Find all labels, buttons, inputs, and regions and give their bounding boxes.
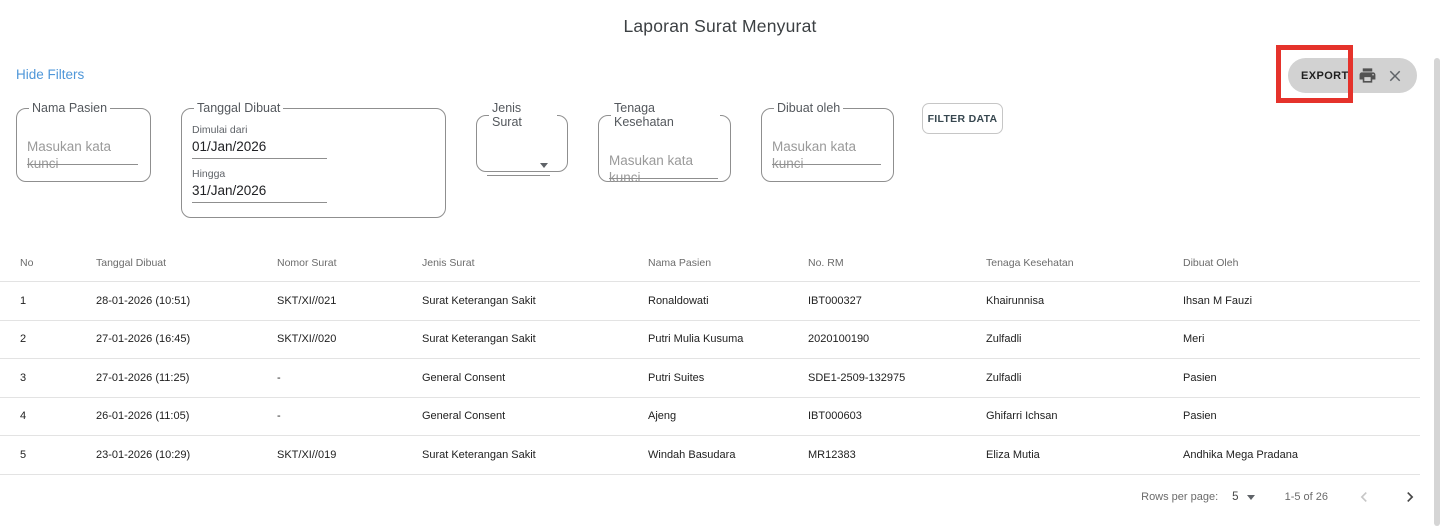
table-cell: Surat Keterangan Sakit bbox=[422, 294, 536, 307]
chevron-down-icon bbox=[540, 163, 548, 168]
filter-tenaga-kesehatan bbox=[598, 101, 731, 185]
table-cell: IBT000603 bbox=[808, 410, 862, 423]
column-header: No. RM bbox=[808, 257, 844, 269]
table-cell: Zulfadli bbox=[986, 333, 1022, 346]
chevron-down-icon bbox=[1247, 495, 1255, 500]
table-row[interactable] bbox=[0, 398, 1420, 437]
table-cell: SKT/XI//020 bbox=[277, 333, 337, 346]
date-to-label: Hingga bbox=[192, 168, 226, 180]
table-cell: 23-01-2026 (10:29) bbox=[96, 448, 191, 461]
column-header: Jenis Surat bbox=[422, 257, 475, 269]
print-icon bbox=[1358, 66, 1377, 85]
table-cell: - bbox=[277, 410, 281, 423]
table-row[interactable] bbox=[0, 436, 1420, 475]
print-button[interactable] bbox=[1358, 66, 1377, 85]
table-cell: Andhika Mega Pradana bbox=[1183, 448, 1298, 461]
chevron-left-icon bbox=[1354, 487, 1374, 507]
dibuat-oleh-input[interactable] bbox=[772, 139, 883, 172]
table-cell: 1 bbox=[20, 294, 27, 307]
table-cell: Ajeng bbox=[648, 410, 677, 423]
column-header: Nama Pasien bbox=[648, 257, 712, 269]
rows-per-page-label: Rows per page: bbox=[1141, 491, 1219, 503]
table-cell: Ihsan M Fauzi bbox=[1183, 294, 1253, 307]
pagination bbox=[1141, 478, 1420, 516]
table-cell: - bbox=[277, 371, 281, 384]
page-title: Laporan Surat Menyurat bbox=[623, 16, 817, 36]
export-button[interactable]: EXPORT bbox=[1301, 69, 1349, 82]
table-cell: General Consent bbox=[422, 371, 506, 384]
filter-tanggal-dibuat-label: Tanggal Dibuat bbox=[197, 101, 281, 115]
date-from-label: Dimulai dari bbox=[192, 124, 248, 136]
tenaga-kesehatan-placeholder: Masukan kata kunci bbox=[609, 153, 694, 185]
table-cell: Eliza Mutia bbox=[986, 448, 1040, 461]
tenaga-kesehatan-input[interactable] bbox=[609, 153, 720, 186]
column-header: Nomor Surat bbox=[277, 257, 337, 269]
date-to-value[interactable]: 31/Jan/2026 bbox=[192, 183, 327, 203]
table-cell: Windah Basudara bbox=[648, 448, 736, 461]
nama-pasien-input[interactable] bbox=[27, 139, 140, 172]
filter-dibuat-oleh-label: Dibuat oleh bbox=[777, 101, 841, 115]
table-cell: 4 bbox=[20, 410, 27, 423]
rows-per-page-value: 5 bbox=[1232, 491, 1239, 503]
table-cell: SKT/XI//021 bbox=[277, 294, 337, 307]
table-cell: Meri bbox=[1183, 333, 1205, 346]
table-row[interactable] bbox=[0, 282, 1420, 321]
table-cell: General Consent bbox=[422, 410, 506, 423]
table-cell: SKT/XI//019 bbox=[277, 448, 337, 461]
table-cell: MR12383 bbox=[808, 448, 856, 461]
date-from-field[interactable] bbox=[192, 124, 435, 159]
input-underline bbox=[609, 178, 718, 179]
table-cell: IBT000327 bbox=[808, 294, 862, 307]
table-cell: 3 bbox=[20, 371, 27, 384]
date-to-field[interactable] bbox=[192, 168, 435, 203]
table-cell: 2 bbox=[20, 333, 27, 346]
table-body bbox=[0, 282, 1420, 475]
next-page-button[interactable] bbox=[1400, 487, 1420, 507]
hide-filters-link[interactable]: Hide Filters bbox=[16, 67, 85, 82]
table-header-row bbox=[0, 245, 1420, 282]
table-cell: 2020100190 bbox=[808, 333, 870, 346]
close-icon bbox=[1386, 67, 1404, 85]
filter-tenaga-kesehatan-label: Tenaga Kesehatan bbox=[614, 101, 674, 129]
column-header: Tenaga Kesehatan bbox=[986, 257, 1074, 269]
table-cell: Ronaldowati bbox=[648, 294, 709, 307]
table-cell: Pasien bbox=[1183, 410, 1217, 423]
column-header: Dibuat Oleh bbox=[1183, 257, 1239, 269]
table-cell: Pasien bbox=[1183, 371, 1217, 384]
table-cell: Putri Suites bbox=[648, 371, 705, 384]
filter-nama-pasien-label: Nama Pasien bbox=[32, 101, 108, 115]
table-row[interactable] bbox=[0, 359, 1420, 398]
filter-jenis-surat bbox=[476, 101, 568, 172]
table-cell: SDE1-2509-132975 bbox=[808, 371, 906, 384]
jenis-surat-select[interactable] bbox=[487, 157, 550, 176]
filter-nama-pasien bbox=[16, 101, 151, 182]
chevron-right-icon bbox=[1400, 487, 1420, 507]
toolbar bbox=[1288, 58, 1417, 93]
table-cell: 27-01-2026 (11:25) bbox=[96, 371, 190, 384]
table-cell: Khairunnisa bbox=[986, 294, 1045, 307]
table-cell: 5 bbox=[20, 448, 27, 461]
table-cell: 26-01-2026 (11:05) bbox=[96, 410, 190, 423]
filter-tanggal-dibuat bbox=[181, 101, 446, 218]
table-cell: 28-01-2026 (10:51) bbox=[96, 294, 191, 307]
input-underline bbox=[27, 164, 138, 165]
filter-jenis-surat-label: Jenis Surat bbox=[492, 101, 522, 129]
report-table bbox=[0, 245, 1420, 475]
table-cell: Putri Mulia Kusuma bbox=[648, 333, 744, 346]
table-row[interactable] bbox=[0, 321, 1420, 360]
table-cell: Surat Keterangan Sakit bbox=[422, 333, 536, 346]
table-cell: Surat Keterangan Sakit bbox=[422, 448, 536, 461]
scrollbar[interactable] bbox=[1434, 58, 1440, 526]
table-cell: Ghifarri Ichsan bbox=[986, 410, 1058, 423]
table-cell: 27-01-2026 (16:45) bbox=[96, 333, 191, 346]
column-header: No bbox=[20, 257, 34, 269]
date-from-value[interactable]: 01/Jan/2026 bbox=[192, 139, 327, 159]
filter-data-button[interactable]: FILTER DATA bbox=[922, 103, 1003, 134]
close-button[interactable] bbox=[1386, 67, 1404, 85]
previous-page-button[interactable] bbox=[1354, 487, 1374, 507]
input-underline bbox=[772, 164, 881, 165]
table-cell: Zulfadli bbox=[986, 371, 1022, 384]
dibuat-oleh-placeholder: Masukan kata kunci bbox=[772, 139, 857, 171]
filter-dibuat-oleh bbox=[761, 101, 894, 182]
nama-pasien-placeholder: Masukan kata kunci bbox=[27, 139, 112, 171]
pagination-range: 1-5 of 26 bbox=[1284, 491, 1328, 503]
column-header: Tanggal Dibuat bbox=[96, 257, 167, 269]
rows-per-page-select[interactable] bbox=[1232, 491, 1254, 503]
